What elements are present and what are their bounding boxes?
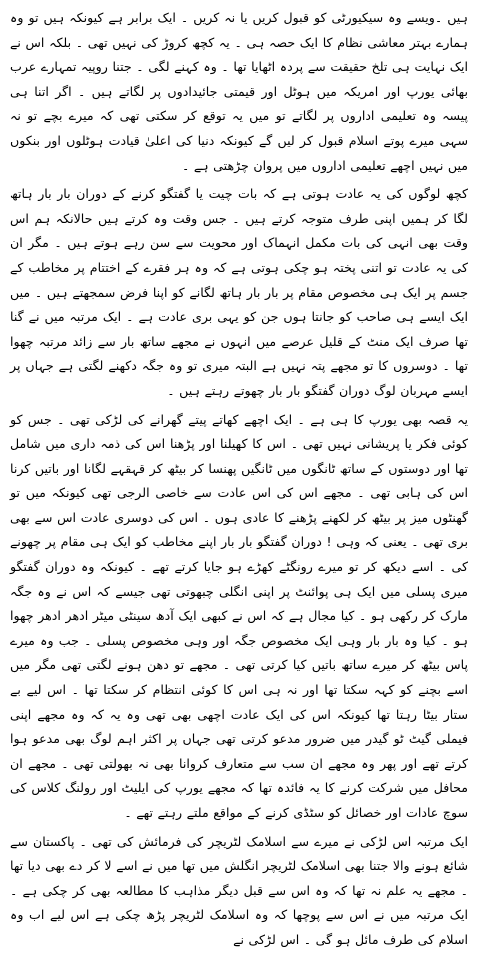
paragraph-4: ایک مرتبہ اس لڑکی نے میرے سے اسلامک لٹریچر کی فرمائش کی تھی ۔ پاکستان سے شائع ہونے والا جتنا بھی اسلامک لٹریچر انگلش میں تھا میں نے اسے لا کر دے بھی دیا تھا ۔ مجھے یہ علم نہ تھا کہ وہ اس سے قبل دیگر مذاہب کا مطالعہ بھی کر چکی ہے ۔ ایک مرتبہ میں نے اس سے پوچھا کہ وہ اسلامک لٹریچر پڑھ چکی ہے اس لیے اب وہ اسلام کی طرف مائل ہو گی ۔ اس لڑکی نے (10, 833, 468, 947)
paragraph-2: کچھ لوگوں کی یہ عادت ہوتی ہے کہ بات چیت یا گفتگو کرنے کے دوران بار بار ہاتھ لگا کر ہمیں اپنی طرف متوجہ کرتے ہیں ۔ جس وقت وہ کرتے ہیں حالانکہ ہم اس وقت بھی انہی کی بات مکمل انہماک اور محویت سے سن رہے ہوتے ہیں ۔ مگر ان کی یہ عادت تو اتنی پختہ ہو چکی ہوتی ہے کہ وہ ہر فقرے کے اختتام پر مخاطب کے جسم پر ایک ہی مخصوص مقام پر بار بار ہاتھ لگانے کو اپنا فرض سمجھتے ہیں ۔ میں ایک ایسے ہی صاحب کو جانتا ہوں جن کو یہی بری عادت ہے ۔ ایک مرتبہ میں نے گنا تھا صرف ایک منٹ کے قلیل عرصے میں انہوں نے مجھے ساتھ بار سے زائد مرتبہ چھوا تھا ۔ دوسروں کا تو مجھے پتہ نہیں ہے البتہ میری تو وہ جگہ دکھنے لگتی ہے جہاں پر ایسے مہربان لوگ دوران گفتگو بار بار چھوتے رہتے ہیں ۔ (10, 186, 468, 398)
paragraph-1: ہیں ۔ویسے وہ سیکیورٹی کو قبول کریں یا نہ کریں ۔ ایک برابر ہے کیونکہ ہیں تو وہ ہمارے بہتر معاشی نظام کا ایک حصہ ہی ۔ یہ کچھ کروڑ کی نہیں تھی ۔ بلکہ اس نے ایک نہایت ہی تلخ حقیقت سے پردہ اٹھایا تھا ۔ وہ کہنے لگی ۔ جتنا روپیہ تمہارے عرب بھائی یورپ اور امریکہ میں ہوٹل اور قیمتی جائیدادوں پر لگاتے ہیں ۔ اگر اتنا ہی پیسہ وہ تعلیمی اداروں پر لگاتے تو میں یہ توقع کر سکتی تھی کہ میرے بچے تو نہ سہی میرے پوتے اسلام قبول کر لیں گے کیونکہ دنیا کی اعلیٰ قیادت ہوٹلوں اور بنکوں میں نہیں اچھے تعلیمی اداروں میں پروان چڑھتی ہے ۔ (10, 10, 468, 173)
paragraph-3: یہ قصہ بھی یورپ کا ہی ہے ۔ ایک اچھے کھاتے پیتے گھرانے کی لڑکی تھی ۔ جس کو کوئی فکر یا پریشانی نہیں تھی ۔ اس کا کھیلنا اور پڑھنا اس کی ذمہ داری میں شامل تھا اور دوستوں کے ساتھ ٹانگوں میں ٹانگیں پھنسا کر بیٹھ کر قہقہے لگانا اور باتیں کرنا اس کی ہابی تھی ۔ مجھے اس کی اس عادت سے خاصی الرجی تھی کیونکہ میں تو گھنٹوں میز پر بیٹھ کر لکھنے پڑھنے کا عادی ہوں ۔ اس کی دوسری عادت اس سے بھی بری تھی ۔ یعنی کہ وہی ! دوران گفتگو بار بار اپنے مخاطب کو ایک ہی مقام پر چھونے کی ۔ اسے دیکھ کر تو میرے رونگٹے کھڑے ہو جایا کرتے تھے ۔ کیونکہ وہ دوران گفتگو میری پسلی میں ایک ہی پوائنٹ پر اپنی انگلی چبھوتی تھی جیسے کہ اس نے وہ جگہ مارک کر رکھی ہو ۔ کیا مجال ہے کہ اس نے کبھی ایک آدھ سینٹی میٹر ادھر ادھر چھوا ہو ۔ کیا وہ بار بار وہی ایک مخصوص جگہ اور وہی مخصوص پسلی ۔ جب وہ میرے پاس بیٹھ کر میرے ساتھ باتیں کیا کرتی تھی ۔ مجھے تو دھن ہونے لگتی تھی مگر میں اسے بچنے کو کہہ سکتا تھا اور نہ ہی اس کا کوئی انتظام کر سکتا تھا ۔ اس لیے بے ستار بیٹا رہتا تھا کیونکہ اس کی ایک عادت اچھی بھی تھی وہ یہ کہ وہ مجھے اپنی فیملی گیٹ ٹو گیدر میں ضرور مدعو کرتی تھی جہاں پر اکثر اہم لوگ بھی مدعو ہوا کرتے تھے اور پھر وہ مجھے ان سب سے متعارف کروانا بھی نہ بھولتی تھی ۔ مجھے ان محافل میں شرکت کرنے کا یہ فائدہ تھا کہ مجھے یورپ کی ایلیٹ اور رولنگ کلاس کی سوچ عادات اور خصائل کو سٹڈی کرنے کے مواقع ملتے رہتے تھے ۔ (10, 411, 468, 820)
